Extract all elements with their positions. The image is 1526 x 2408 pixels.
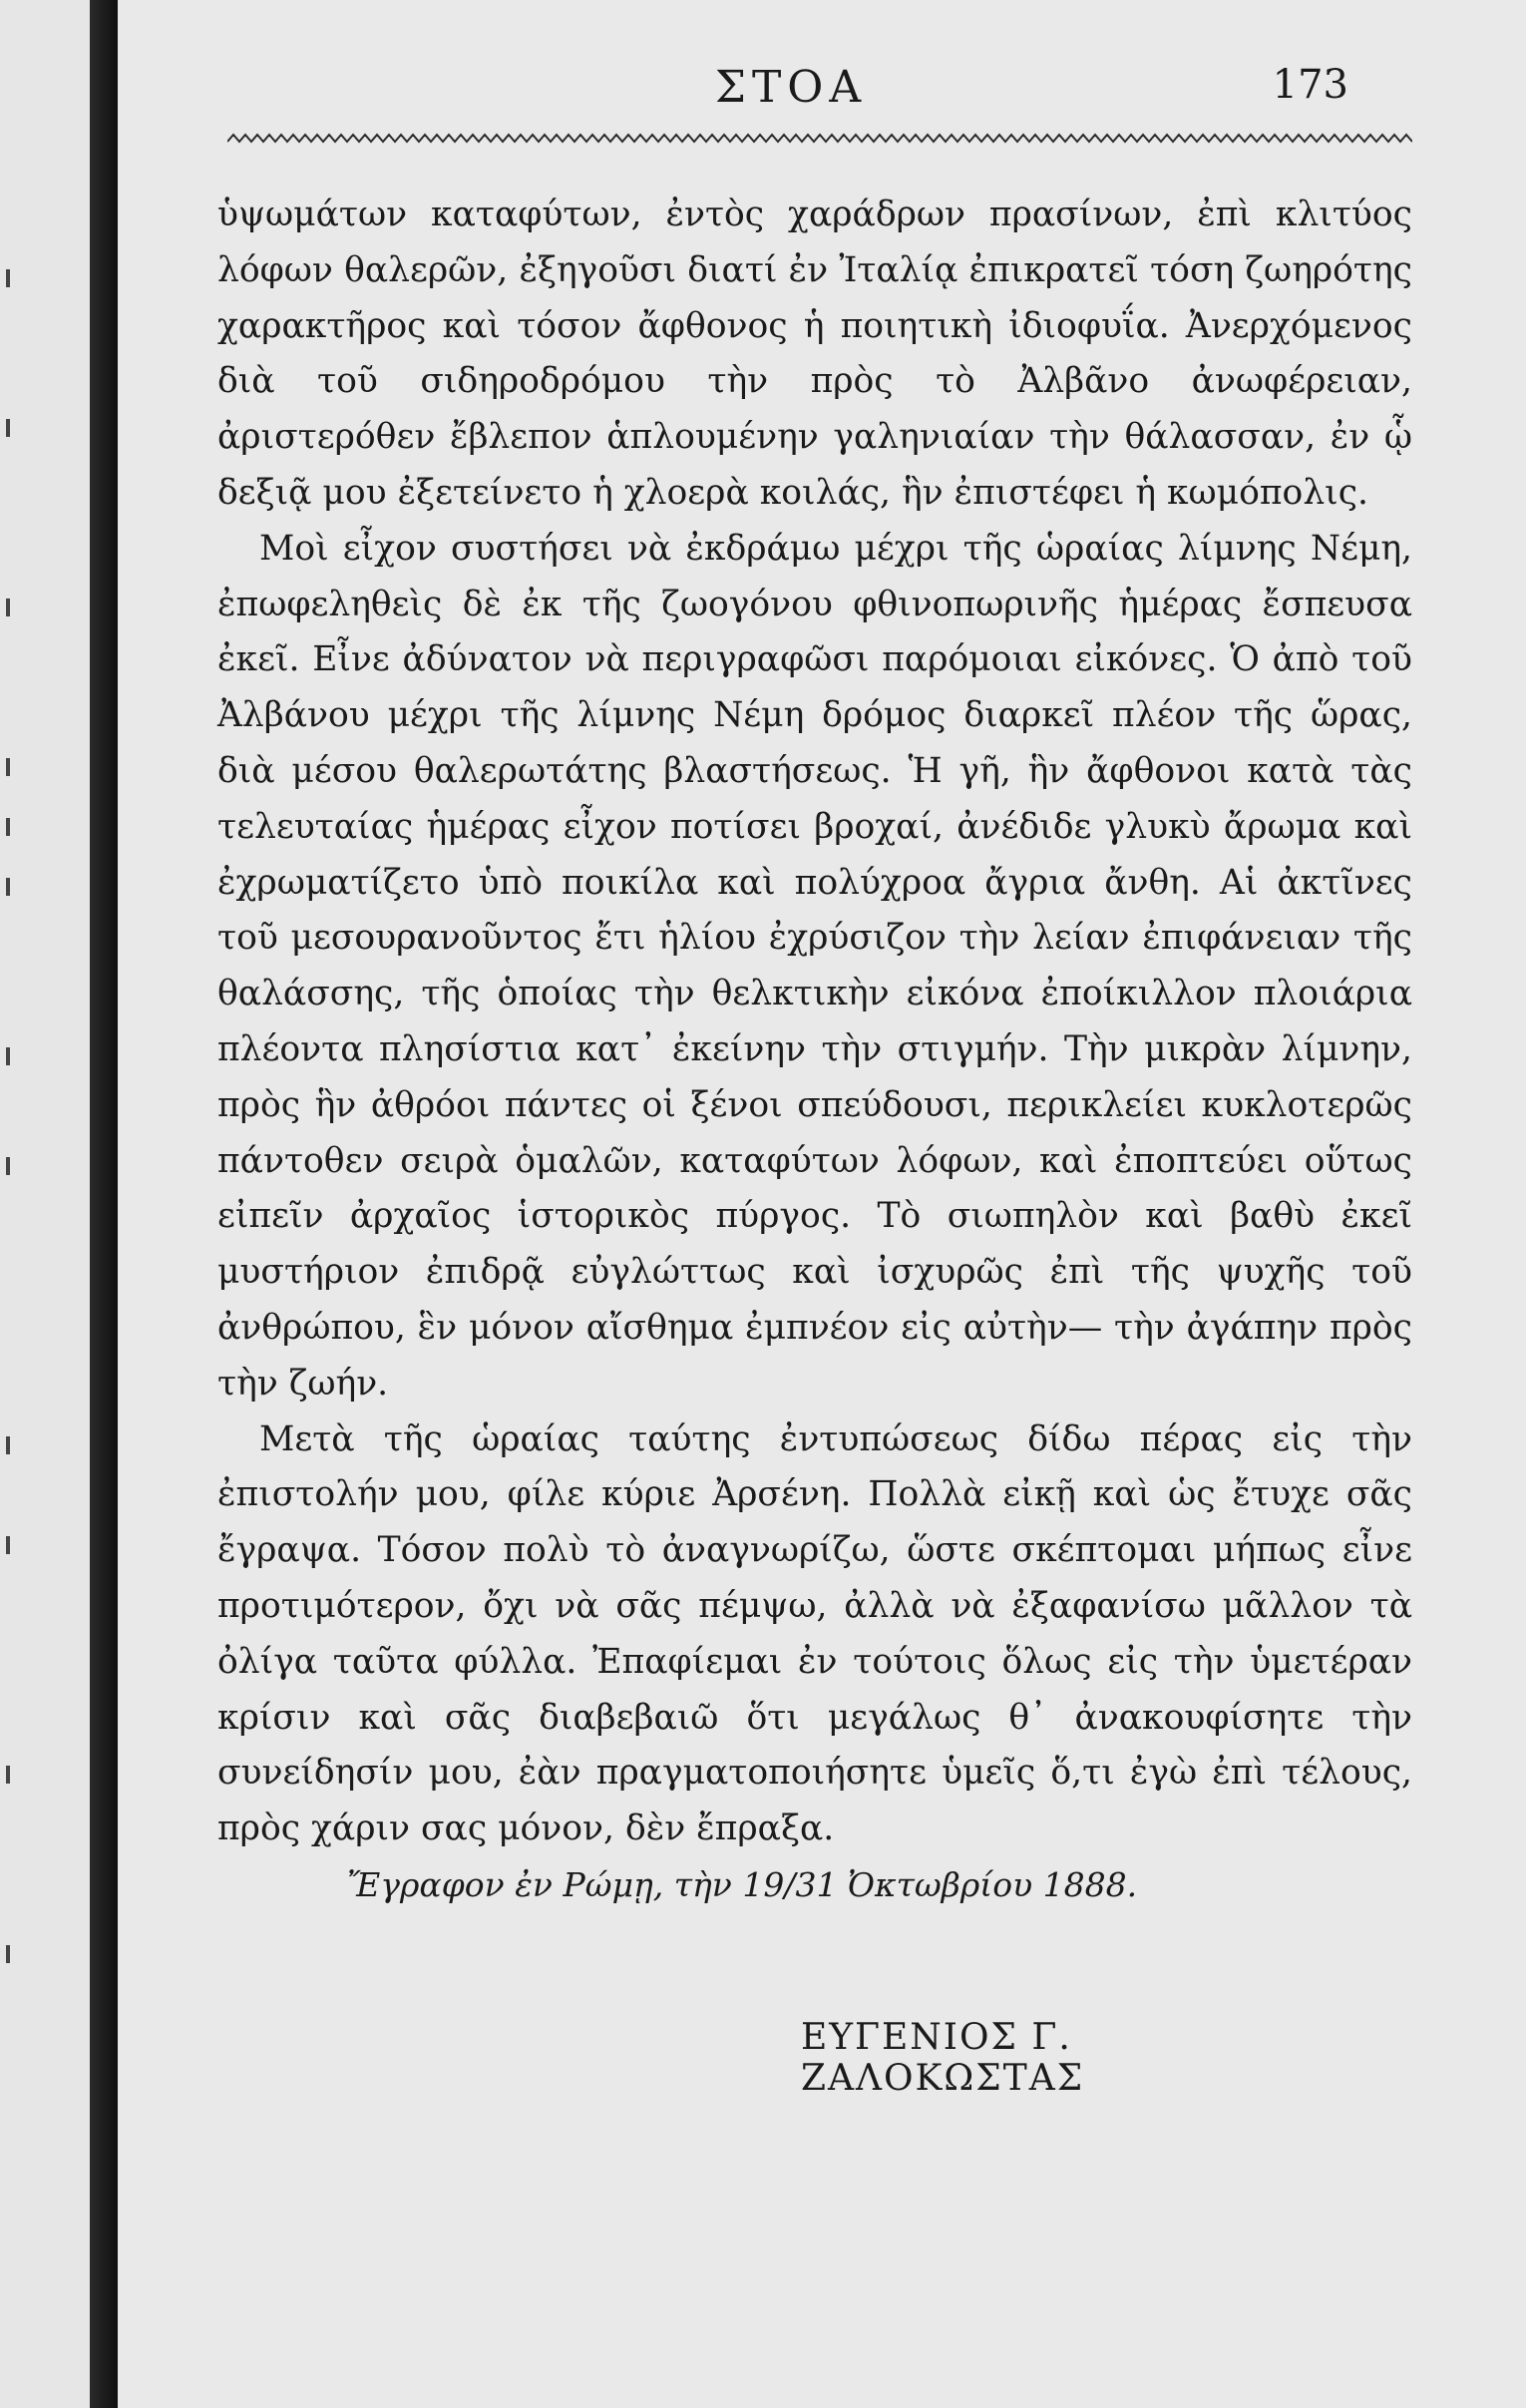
dateline: Ἔγραφον ἐν Ρώμῃ, τὴν 19/31 Ὀκτωβρίου 1888. (347, 1865, 1138, 1904)
edge-mark (6, 878, 10, 896)
edge-mark (6, 1536, 10, 1554)
edge-mark (6, 1047, 10, 1065)
adjacent-page-edge (0, 0, 90, 2408)
decorative-wavy-rule (227, 132, 1412, 146)
edge-mark (6, 419, 10, 437)
edge-mark (6, 1766, 10, 1784)
edge-mark (6, 1436, 10, 1454)
page-number: 173 (1272, 62, 1348, 108)
edge-mark (6, 1945, 10, 1963)
paragraph: Μετὰ τῆς ὡραίας ταύτης ἐντυπώσεως δίδω πέρας εἰς τὴν ἐπιστολήν μου, φίλε κύριε Ἀρσένη. Πολλὰ εἰκῇ καὶ ὡς ἔτυχε σᾶς ἔγραψα. Τόσον πολὺ τὸ ἀναγνωρίζω, ὥστε σκέπτομαι μήπως εἶνε προτιμότερον, ὄχι νὰ σᾶς πέμψω, ἀλλὰ νὰ ἐξαφανίσω μᾶλλον τὰ ὀλίγα ταῦτα φύλλα. Ἐπαφίεμαι ἐν τούτοις ὅλως εἰς τὴν ὑμετέραν κρίσιν καὶ σᾶς διαβεβαιῶ ὅτι μεγάλως θ᾽ ἀνακουφίσητε τὴν συνείδησίν μου, ἐὰν πραγματοποιήσητε ὑμεῖς ὅ,τι ἐγὼ ἐπὶ τέλους, πρὸς χάριν σας μόνον, δὲν ἔπραξα. (217, 1418, 1412, 1849)
paragraph: ὑψωμάτων καταφύτων, ἐντὸς χαράδρων πρασίνων, ἐπὶ κλιτύος λόφων θαλερῶν, ἐξηγοῦσι διατί ἐν Ἰταλίᾳ ἐπικρατεῖ τόση ζωηρότης χαρακτῆρος καὶ τόσον ἄφθονος ἡ ποιητικὴ ἰδιοφυΐα. Ἀνερχόμενος διὰ τοῦ σιδηροδρόμου τὴν πρὸς τὸ Ἀλβᾶνο ἀνωφέρειαν, ἀριστερόθεν ἔβλεπον ἁπλουμένην γαληνιαίαν τὴν θάλασσαν, ἐν ᾧ δεξιᾷ μου ἐξετείνετο ἡ χλοερὰ κοιλάς, ἣν ἐπιστέφει ἡ κωμόπολις. (217, 195, 1412, 513)
author-signature: ΕΥΓΕΝΙΟΣ Γ. ΖΑΛΟΚΩΣΤΑΣ (801, 2017, 1085, 2099)
edge-mark (6, 758, 10, 776)
letter-body (217, 188, 1412, 1857)
edge-mark (6, 818, 10, 836)
book-gutter (90, 0, 118, 2408)
edge-mark (6, 599, 10, 616)
paragraph: Μοὶ εἶχον συστήσει νὰ ἐκδράμω μέχρι τῆς ὡραίας λίμνης Νέμη, ἐπωφεληθεὶς δὲ ἐκ τῆς ζωογόνου φθινοπωρινῆς ἡμέρας ἔσπευσα ἐκεῖ. Εἶνε ἀδύνατον νὰ περιγραφῶσι παρόμοιαι εἰκόνες. Ὁ ἀπὸ τοῦ Ἀλβάνου μέχρι τῆς λίμνης Νέμη δρόμος διαρκεῖ πλέον τῆς ὥρας, διὰ μέσου θαλερωτάτης βλαστήσεως. Ἡ γῆ, ἣν ἄφθονοι κατὰ τὰς τελευταίας ἡμέρας εἶχον ποτίσει βροχαί, ἀνέδιδε γλυκὺ ἄρωμα καὶ ἐχρωματίζετο ὑπὸ ποικίλα καὶ πολύχροα ἄγρια ἄνθη. Αἱ ἀκτῖνες τοῦ μεσουρανοῦντος ἔτι ἡλίου ἐχρύσιζον τὴν λείαν ἐπιφάνειαν τῆς θαλάσσης, τῆς ὁποίας τὴν θελκτικὴν εἰκόνα ἐποίκιλλον πλοιάρια πλέοντα πλησίστια κατ᾽ ἐκείνην τὴν στιγμήν. Τὴν μικρὰν λίμνην, πρὸς ἣν ἀθρόοι πάντες οἱ ξένοι σπεύδουσι, περικλείει κυκλοτερῶς πάντοθεν σειρὰ ὁμαλῶν, καταφύτων λόφων, καὶ ἐποπτεύει οὕτως εἰπεῖν ἀρχαῖος ἱστορικὸς πύργος. Τὸ σιωπηλὸν καὶ βαθὺ ἐκεῖ μυστήριον ἐπιδρᾷ εὐγλώττως καὶ ἰσχυρῶς ἐπὶ τῆς ψυχῆς τοῦ ἀνθρώπου, ἓν μόνον αἴσθημα ἐμπνέον εἰς αὐτὴν— τὴν ἀγάπην πρὸς τὴν ζωήν. (217, 528, 1412, 1404)
book-page (118, 0, 1526, 2408)
edge-mark (6, 269, 10, 287)
running-head (118, 62, 1526, 122)
edge-mark (6, 1157, 10, 1175)
running-head-title: ΣΤΟΑ (714, 62, 868, 113)
